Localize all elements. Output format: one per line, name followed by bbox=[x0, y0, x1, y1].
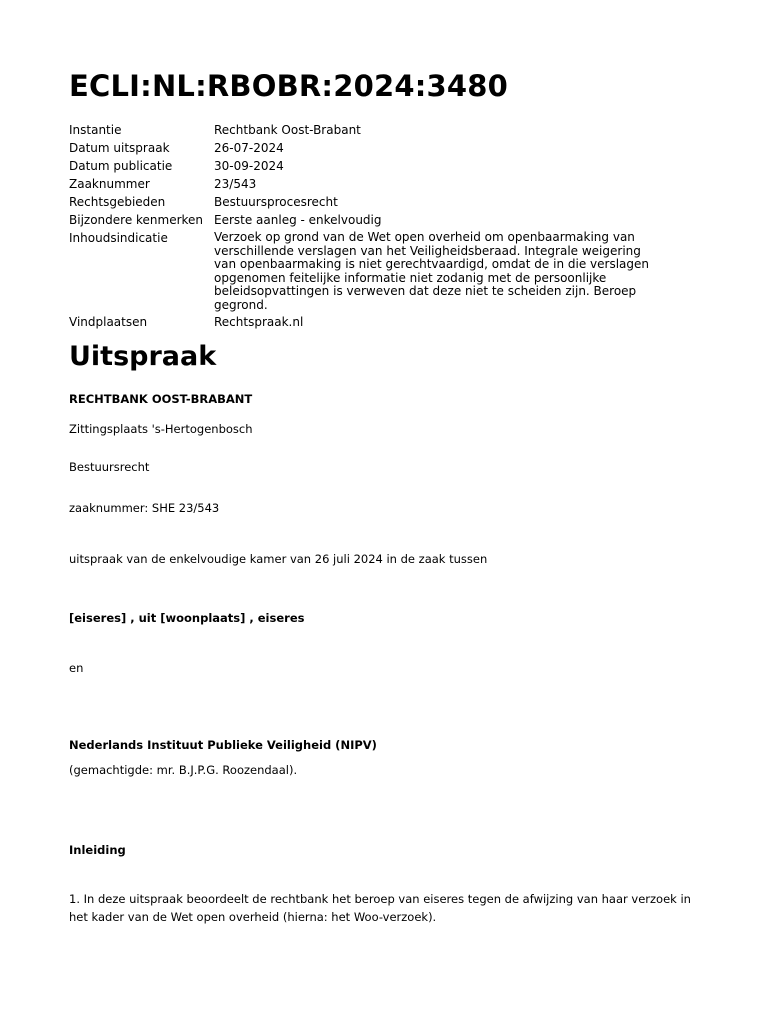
meta-key: Instantie bbox=[69, 123, 122, 137]
representative: (gemachtigde: mr. B.J.P.G. Roozendaal). bbox=[69, 763, 298, 777]
meta-key: Datum uitspraak bbox=[69, 141, 170, 155]
meta-key: Datum publicatie bbox=[69, 159, 173, 173]
meta-row-datum-uitspraak bbox=[69, 139, 709, 157]
meta-value: 26-07-2024 bbox=[214, 141, 284, 155]
court-name: RECHTBANK OOST-BRABANT bbox=[69, 392, 253, 406]
meta-row-zaaknummer bbox=[69, 175, 709, 193]
case-number: zaaknummer: SHE 23/543 bbox=[69, 501, 220, 515]
meta-key: Inhoudsindicatie bbox=[69, 231, 168, 245]
meta-row-inhoudsindicatie bbox=[69, 229, 709, 313]
meta-value: Rechtspraak.nl bbox=[214, 314, 304, 329]
party-claimant: [eiseres] , uit [woonplaats] , eiseres bbox=[69, 611, 305, 625]
meta-key: Rechtsgebieden bbox=[69, 195, 166, 209]
ecli-title: ECLI:NL:RBOBR:2024:3480 bbox=[69, 69, 509, 103]
meta-row-datum-publicatie bbox=[69, 157, 709, 175]
meta-row-vindplaatsen bbox=[69, 313, 709, 331]
conjunction-en: en bbox=[69, 661, 84, 675]
meta-key: Bijzondere kenmerken bbox=[69, 213, 204, 227]
meta-row-instantie bbox=[69, 121, 709, 139]
meta-value: 30-09-2024 bbox=[214, 159, 284, 173]
meta-value: 23/543 bbox=[214, 177, 257, 191]
meta-key: Vindplaatsen bbox=[69, 314, 148, 329]
section-heading-uitspraak: Uitspraak bbox=[69, 341, 217, 372]
meta-key: Zaaknummer bbox=[69, 177, 150, 191]
meta-row-bijzondere-kenmerken bbox=[69, 211, 709, 229]
legal-area: Bestuursrecht bbox=[69, 460, 150, 474]
meta-value: Verzoek op grond van de Wet open overheid om openbaarmaking van verschillende verslagen van het Veiligheidsberaad. Integrale weigering van openbaarmaking is niet gerechtvaardigd, omdat de in die verslagen opgenomen feitelijke informatie niet zodanig met de persoonlijke beleidsopvattingen is verweven dat deze niet te scheiden zijn. Beroep gegrond. bbox=[214, 230, 649, 312]
party-defendant: Nederlands Instituut Publieke Veiligheid (NIPV) bbox=[69, 738, 377, 752]
ruling-intro: uitspraak van de enkelvoudige kamer van 26 juli 2024 in de zaak tussen bbox=[69, 552, 488, 566]
meta-value: Eerste aanleg - enkelvoudig bbox=[214, 213, 382, 227]
meta-value: Bestuursprocesrecht bbox=[214, 195, 338, 209]
meta-row-rechtsgebieden bbox=[69, 193, 709, 211]
court-location: Zittingsplaats 's-Hertogenbosch bbox=[69, 422, 253, 436]
paragraph-1: 1. In deze uitspraak beoordeelt de rechtbank het beroep van eiseres tegen de afwijzing van haar verzoek in het kader van de Wet open overheid (hierna: het Woo-verzoek). bbox=[69, 892, 691, 924]
metadata-table bbox=[69, 121, 709, 331]
meta-value: Rechtbank Oost-Brabant bbox=[214, 123, 361, 137]
section-title-inleiding: Inleiding bbox=[69, 843, 126, 857]
